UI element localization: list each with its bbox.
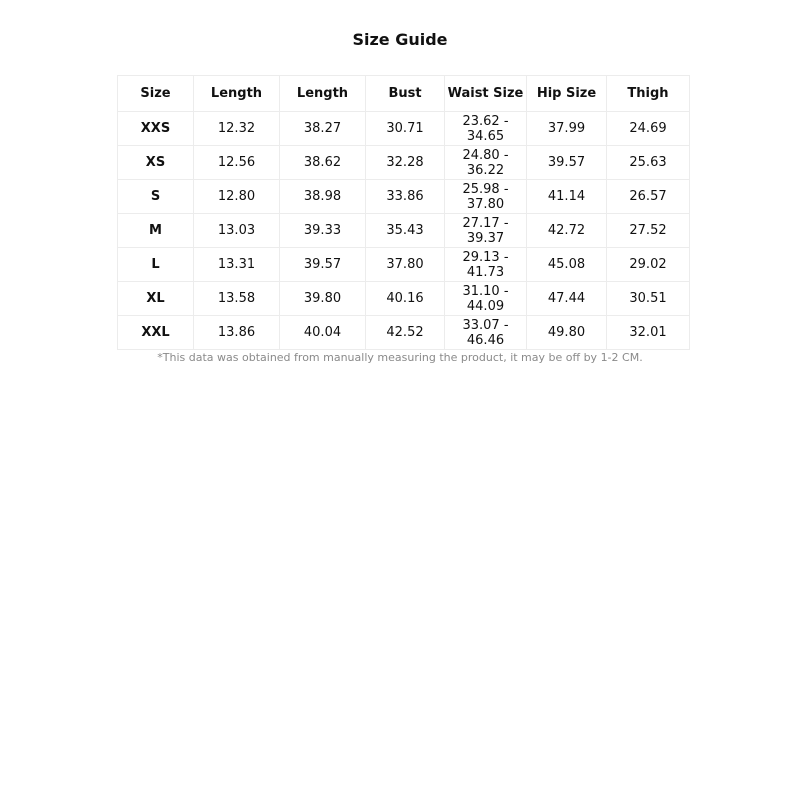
table-row bbox=[118, 214, 690, 248]
thigh-cell: 25.63 bbox=[607, 146, 690, 180]
size-cell: XL bbox=[118, 282, 194, 316]
size-cell: L bbox=[118, 248, 194, 282]
length-cell: 13.31 bbox=[194, 248, 280, 282]
size-guide-table bbox=[117, 75, 690, 350]
header-length-2: Length bbox=[280, 76, 366, 112]
thigh-cell: 30.51 bbox=[607, 282, 690, 316]
table-row bbox=[118, 112, 690, 146]
hip-size-cell: 37.99 bbox=[527, 112, 607, 146]
length-2-cell: 39.57 bbox=[280, 248, 366, 282]
thigh-cell: 26.57 bbox=[607, 180, 690, 214]
length-2-cell: 38.98 bbox=[280, 180, 366, 214]
header-thigh: Thigh bbox=[607, 76, 690, 112]
hip-size-cell: 45.08 bbox=[527, 248, 607, 282]
length-2-cell: 38.62 bbox=[280, 146, 366, 180]
bust-cell: 35.43 bbox=[366, 214, 445, 248]
measurement-disclaimer: *This data was obtained from manually measuring the product, it may be off by 1-2 CM. bbox=[157, 351, 643, 364]
thigh-cell: 24.69 bbox=[607, 112, 690, 146]
header-hip-size: Hip Size bbox=[527, 76, 607, 112]
table-header-row bbox=[118, 76, 690, 112]
length-cell: 12.32 bbox=[194, 112, 280, 146]
length-2-cell: 38.27 bbox=[280, 112, 366, 146]
thigh-cell: 32.01 bbox=[607, 316, 690, 350]
hip-size-cell: 49.80 bbox=[527, 316, 607, 350]
bust-cell: 42.52 bbox=[366, 316, 445, 350]
size-cell: S bbox=[118, 180, 194, 214]
length-cell: 13.03 bbox=[194, 214, 280, 248]
length-cell: 13.86 bbox=[194, 316, 280, 350]
bust-cell: 30.71 bbox=[366, 112, 445, 146]
hip-size-cell: 42.72 bbox=[527, 214, 607, 248]
bust-cell: 33.86 bbox=[366, 180, 445, 214]
header-length: Length bbox=[194, 76, 280, 112]
hip-size-cell: 41.14 bbox=[527, 180, 607, 214]
header-size: Size bbox=[118, 76, 194, 112]
size-cell: XXS bbox=[118, 112, 194, 146]
waist-size-cell: 33.07 - 46.46 bbox=[445, 316, 527, 350]
bust-cell: 32.28 bbox=[366, 146, 445, 180]
bust-cell: 40.16 bbox=[366, 282, 445, 316]
length-cell: 12.56 bbox=[194, 146, 280, 180]
length-2-cell: 39.80 bbox=[280, 282, 366, 316]
waist-size-cell: 29.13 - 41.73 bbox=[445, 248, 527, 282]
size-cell: XS bbox=[118, 146, 194, 180]
page-title: Size Guide bbox=[352, 30, 448, 49]
header-waist-size: Waist Size bbox=[445, 76, 527, 112]
waist-size-cell: 23.62 - 34.65 bbox=[445, 112, 527, 146]
waist-size-cell: 31.10 - 44.09 bbox=[445, 282, 527, 316]
thigh-cell: 27.52 bbox=[607, 214, 690, 248]
header-bust: Bust bbox=[366, 76, 445, 112]
length-cell: 13.58 bbox=[194, 282, 280, 316]
bust-cell: 37.80 bbox=[366, 248, 445, 282]
waist-size-cell: 25.98 - 37.80 bbox=[445, 180, 527, 214]
table-row bbox=[118, 282, 690, 316]
length-2-cell: 39.33 bbox=[280, 214, 366, 248]
thigh-cell: 29.02 bbox=[607, 248, 690, 282]
waist-size-cell: 27.17 - 39.37 bbox=[445, 214, 527, 248]
size-cell: M bbox=[118, 214, 194, 248]
table-row bbox=[118, 248, 690, 282]
length-cell: 12.80 bbox=[194, 180, 280, 214]
hip-size-cell: 39.57 bbox=[527, 146, 607, 180]
size-cell: XXL bbox=[118, 316, 194, 350]
table-row bbox=[118, 146, 690, 180]
hip-size-cell: 47.44 bbox=[527, 282, 607, 316]
waist-size-cell: 24.80 - 36.22 bbox=[445, 146, 527, 180]
length-2-cell: 40.04 bbox=[280, 316, 366, 350]
table-row bbox=[118, 180, 690, 214]
table-row bbox=[118, 316, 690, 350]
